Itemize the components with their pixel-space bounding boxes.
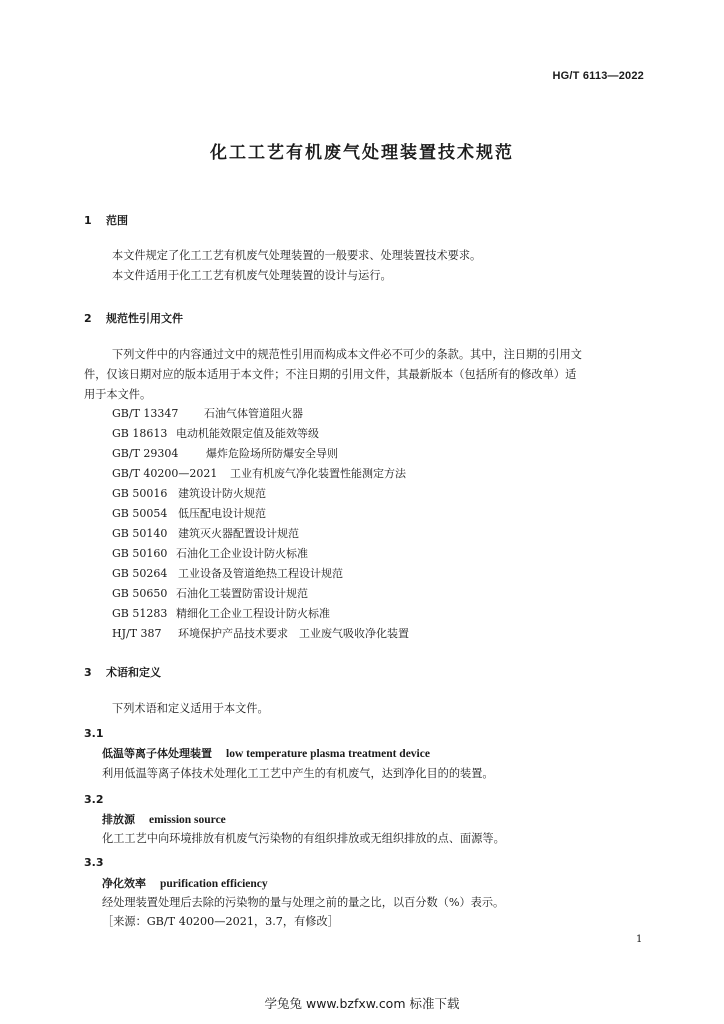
reference-code: GB 51283 bbox=[112, 607, 168, 620]
section-number: 3 bbox=[84, 666, 92, 679]
term-number: 3.1 bbox=[84, 727, 104, 740]
reference-title: 建筑灭火器配置设计规范 bbox=[178, 527, 299, 540]
section-2-intro-line-2: 件，仅该日期对应的版本适用于本文件；不注日期的引用文件，其最新版本（包括所有的修改单）适 bbox=[84, 368, 577, 381]
section-1-heading bbox=[84, 212, 128, 228]
section-1-paragraph-1: 本文件规定了化工工艺有机废气处理装置的一般要求、处理装置技术要求。 bbox=[112, 249, 482, 262]
section-2-heading bbox=[84, 310, 183, 326]
section-title: 术语和定义 bbox=[106, 666, 161, 679]
reference-title: 建筑设计防火规范 bbox=[178, 487, 266, 500]
page-number: 1 bbox=[636, 934, 643, 945]
reference-item bbox=[112, 625, 409, 641]
term-number: 3.2 bbox=[84, 793, 104, 806]
reference-code: HJ/T 387 bbox=[112, 627, 162, 640]
section-number: 1 bbox=[84, 214, 92, 227]
section-2-intro-line-3: 用于本文件。 bbox=[84, 388, 152, 401]
reference-item bbox=[112, 605, 330, 621]
term-name-zh: 排放源 bbox=[102, 813, 135, 826]
reference-title: 电动机能效限定值及能效等级 bbox=[176, 427, 319, 440]
term-source: ［来源：GB/T 40200—2021，3.7，有修改］ bbox=[102, 915, 339, 928]
reference-item bbox=[112, 485, 266, 501]
reference-code: GB/T 40200—2021 bbox=[112, 467, 218, 480]
footer-watermark: 学兔兔 www.bzfxw.com 标准下载 bbox=[264, 996, 460, 1011]
reference-title: 低压配电设计规范 bbox=[178, 507, 266, 520]
section-1-paragraph-2: 本文件适用于化工工艺有机废气处理装置的设计与运行。 bbox=[112, 269, 392, 282]
section-title: 规范性引用文件 bbox=[106, 312, 183, 325]
reference-code: GB/T 29304 bbox=[112, 447, 179, 460]
reference-item bbox=[112, 525, 299, 541]
reference-code: GB 50054 bbox=[112, 507, 168, 520]
reference-code: GB 50160 bbox=[112, 547, 168, 560]
term-name bbox=[102, 875, 268, 891]
document-title: 化工工艺有机废气处理装置技术规范 bbox=[210, 143, 514, 163]
reference-item bbox=[112, 405, 303, 421]
term-definition: 经处理装置处理后去除的污染物的量与处理之前的量之比，以百分数（%）表示。 bbox=[102, 896, 505, 909]
term-name-en: emission source bbox=[149, 814, 226, 826]
reference-title: 精细化工企业工程设计防火标准 bbox=[176, 607, 330, 620]
term-name-zh: 净化效率 bbox=[102, 877, 146, 890]
reference-item bbox=[112, 545, 308, 561]
term-name-en: low temperature plasma treatment device bbox=[226, 748, 430, 760]
reference-item bbox=[112, 505, 266, 521]
reference-code: GB 50016 bbox=[112, 487, 168, 500]
reference-item bbox=[112, 445, 338, 461]
reference-code: GB 50140 bbox=[112, 527, 168, 540]
section-3-intro: 下列术语和定义适用于本文件。 bbox=[112, 702, 269, 715]
reference-item bbox=[112, 465, 406, 481]
section-2-intro-line-1: 下列文件中的内容通过文中的规范性引用而构成本文件必不可少的条款。其中，注日期的引用文 bbox=[112, 348, 582, 361]
standard-number: HG/T 6113—2022 bbox=[552, 70, 644, 82]
term-name-en: purification efficiency bbox=[160, 878, 268, 890]
reference-item bbox=[112, 585, 308, 601]
section-3-heading bbox=[84, 664, 161, 680]
reference-item bbox=[112, 425, 319, 441]
reference-title: 石油化工装置防雷设计规范 bbox=[176, 587, 308, 600]
reference-code: GB/T 13347 bbox=[112, 407, 179, 420]
term-name bbox=[102, 745, 430, 761]
reference-title: 工业设备及管道绝热工程设计规范 bbox=[178, 567, 343, 580]
term-definition: 利用低温等离子体技术处理化工工艺中产生的有机废气，达到净化目的的装置。 bbox=[102, 767, 494, 780]
reference-code: GB 18613 bbox=[112, 427, 168, 440]
section-number: 2 bbox=[84, 312, 92, 325]
reference-code: GB 50264 bbox=[112, 567, 168, 580]
reference-title: 工业有机废气净化装置性能测定方法 bbox=[230, 467, 406, 480]
reference-code: GB 50650 bbox=[112, 587, 168, 600]
term-name-zh: 低温等离子体处理装置 bbox=[102, 747, 212, 760]
term-name bbox=[102, 811, 226, 827]
term-definition: 化工工艺中向环境排放有机废气污染物的有组织排放或无组织排放的点、面源等。 bbox=[102, 832, 505, 845]
reference-item bbox=[112, 565, 343, 581]
reference-title: 石油气体管道阻火器 bbox=[204, 407, 303, 420]
reference-title: 石油化工企业设计防火标准 bbox=[176, 547, 308, 560]
section-title: 范围 bbox=[106, 214, 128, 227]
reference-title: 爆炸危险场所防爆安全导则 bbox=[206, 447, 338, 460]
term-number: 3.3 bbox=[84, 856, 104, 869]
reference-title: 环境保护产品技术要求 工业废气吸收净化装置 bbox=[178, 627, 409, 640]
